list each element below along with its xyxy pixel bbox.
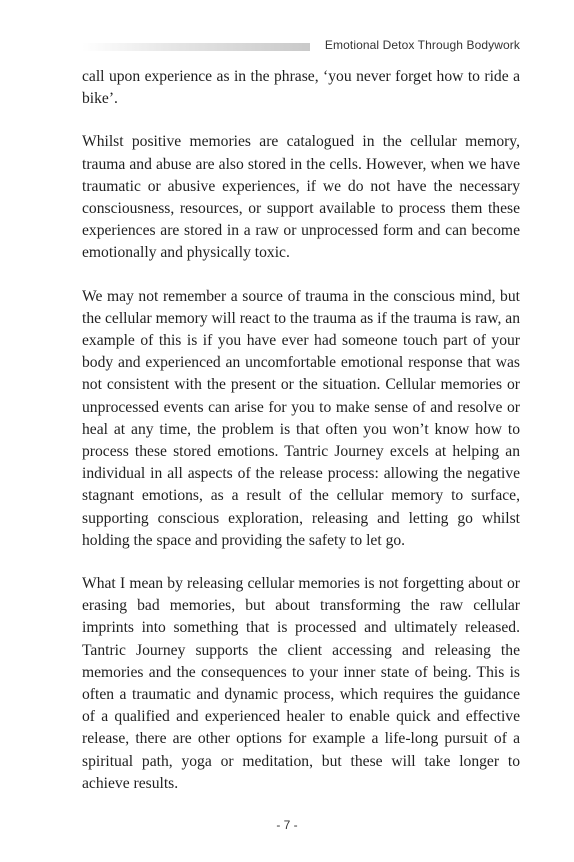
header-gradient-bar: [82, 43, 310, 51]
page-body: [82, 66, 520, 816]
running-header: [82, 37, 520, 57]
body-paragraph: We may not remember a source of trauma in the conscious mind, but the cellular memory will react to the trauma as if the trauma is raw, an example of this is if you have ever had someone touch part of your body and experienced an uncomfortable emotional response that was not consistent with the present or the situation. Cellular memories or unprocessed events can arise for you to make sense of and resolve or heal at any time, the problem is that often you won’t know how to process these stored emotions. Tantric Journey excels at helping an individual in all aspects of the release process: allowing the negative stagnant emotions, as a result of the cellular memory to surface, supporting conscious exploration, releasing and letting go whilst holding the space and providing the safety to let go.: [82, 287, 520, 549]
page-number: - 7 -: [276, 818, 298, 832]
running-header-title: Emotional Detox Through Bodywork: [324, 38, 520, 52]
body-paragraph: What I mean by releasing cellular memories is not forgetting about or erasing bad memories, but about transforming the raw cellular imprints into something that is processed and ultimately released. Tantric Journey supports the client accessing and releasing the memories and the consequences to your inner state of being. This is often a traumatic and dynamic process, which requires the guidance of a qualified and experienced healer to enable quick and effective release, there are other options for example a life-long pursuit of a spiritual path, yoga or meditation, but these will take longer to achieve results.: [82, 575, 520, 792]
body-paragraph: call upon experience as in the phrase, ‘you never forget how to ride a bike’.: [82, 68, 520, 108]
body-paragraph: Whilst positive memories are catalogued in the cellular memory, trauma and abuse are also stored in the cells. However, when we have traumatic or abusive experiences, if we do not have the necessary consciousness, resources, or support available to process them these experiences are stored in a raw or unprocessed form and can become emotionally and physically toxic.: [82, 133, 520, 262]
